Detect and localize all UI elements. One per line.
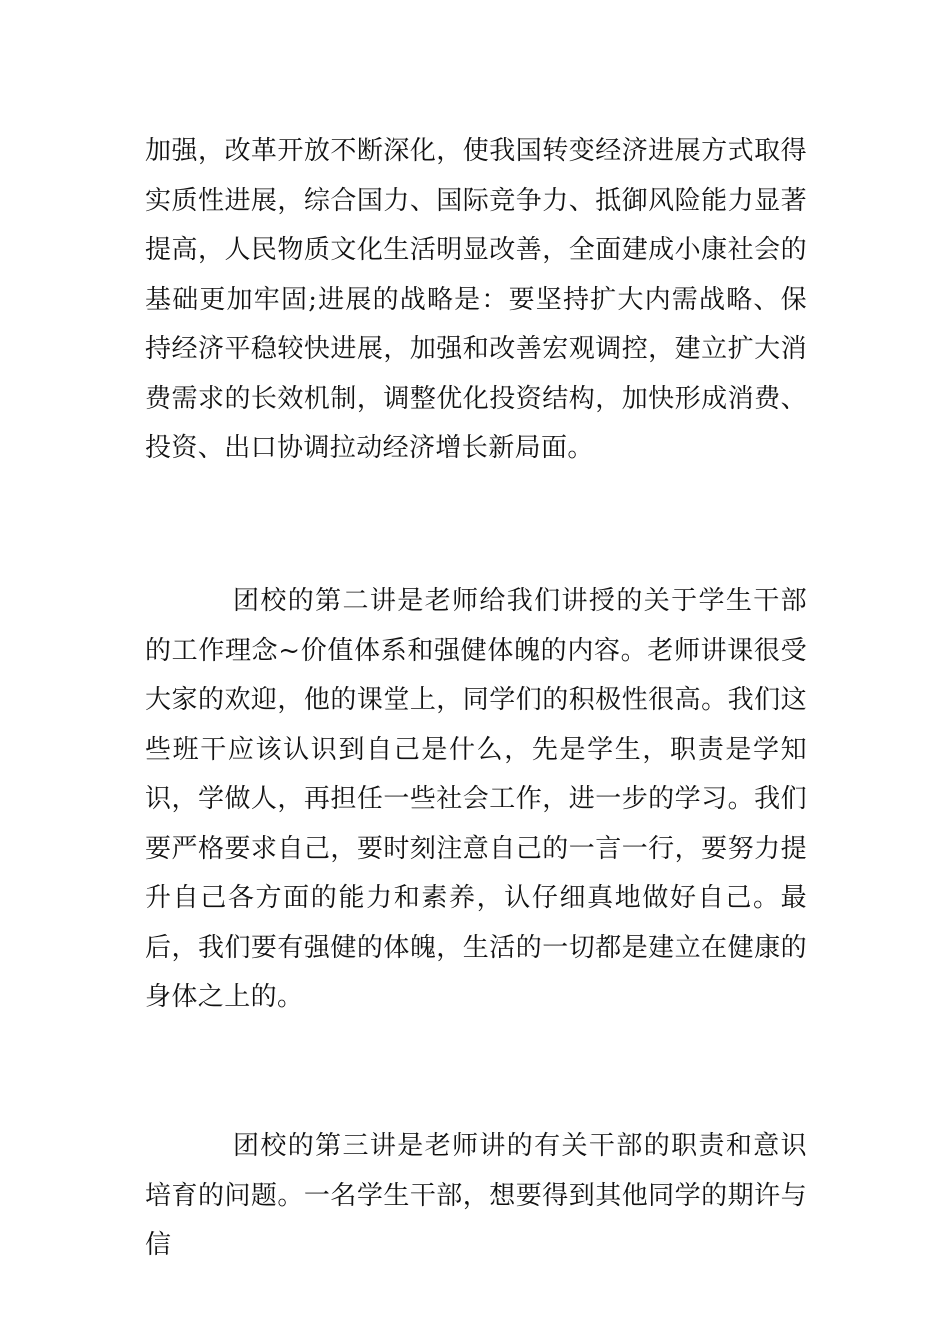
paragraph-3: 团校的第三讲是老师讲的有关干部的职责和意识培育的问题。一名学生干部，想要得到其他同学的期许与信 — [145, 1131, 807, 1260]
paragraph-2: 团校的第二讲是老师给我们讲授的关于学生干部的工作理念~价值体系和强健体魄的内容。老师讲课很受大家的欢迎，他的课堂上，同学们的积极性很高。我们这些班干应该认识到自己是什么，先是学生，职责是学知识，学做人，再担任一些社会工作，进一步的学习。我们要严格要求自己，要时刻注意自己的一言一行，要努力提升自己各方面的能力和素养，认仔细真地做好自己。最后，我们要有强健的体魄，生活的一切都是建立在健康的身体之上的。 — [145, 586, 807, 1012]
paragraph-1: 加强，改革开放不断深化，使我国转变经济进展方式取得实质性进展，综合国力、国际竞争力、抵御风险能力显著提高，人民物质文化生活明显改善，全面建成小康社会的基础更加牢固;进展的战略是：要坚持扩大内需战略、保持经济平稳较快进展，加强和改善宏观调控，建立扩大消费需求的长效机制，调整优化投资结构，加快形成消费、投资、出口协调拉动经济增长新局面。 — [145, 136, 807, 463]
